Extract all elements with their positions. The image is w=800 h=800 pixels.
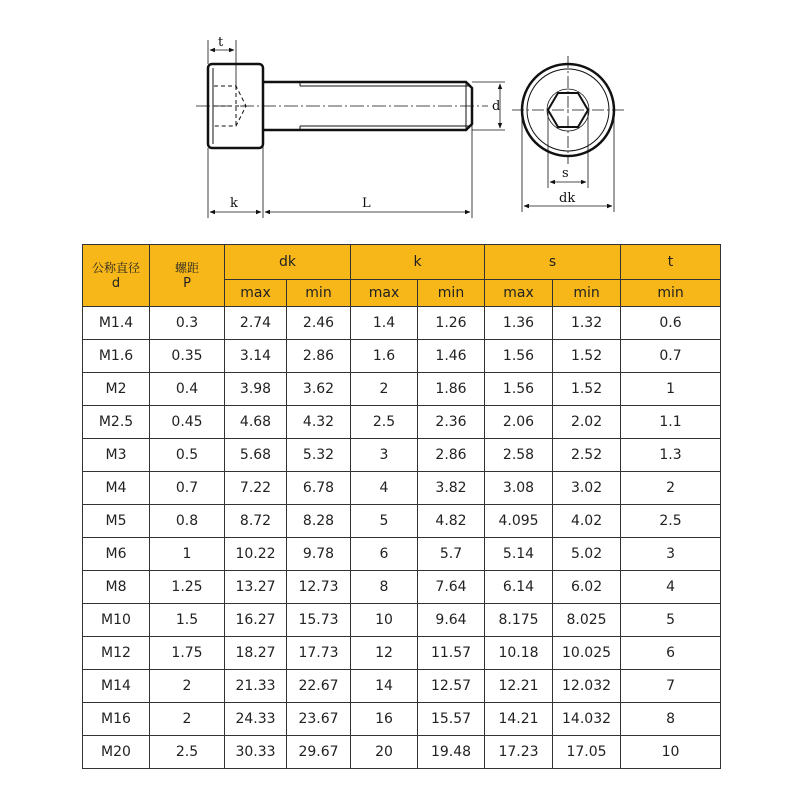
- cell-s-max: 2.58: [485, 439, 553, 472]
- cell-k-max: 1.6: [351, 340, 418, 373]
- cell-dk-max: 18.27: [225, 637, 287, 670]
- header-nominal-cn: 公称直径: [91, 260, 140, 275]
- header-k-min: min: [418, 280, 485, 307]
- cell-pitch: 0.45: [150, 406, 225, 439]
- table-row: [83, 505, 721, 538]
- cell-pitch: 2.5: [150, 736, 225, 769]
- cell-pitch: 0.7: [150, 472, 225, 505]
- cell-dk-min: 3.62: [287, 373, 351, 406]
- cell-s-max: 3.08: [485, 472, 553, 505]
- cell-size: M2.5: [83, 406, 150, 439]
- cell-t-min: 2.5: [621, 505, 721, 538]
- header-k: k: [351, 245, 485, 280]
- specification-table: [82, 244, 721, 769]
- cell-t-min: 1.1: [621, 406, 721, 439]
- cell-size: M10: [83, 604, 150, 637]
- table-row: [83, 307, 721, 340]
- cell-size: M12: [83, 637, 150, 670]
- table-row: [83, 571, 721, 604]
- header-dk: dk: [225, 245, 351, 280]
- table-row: [83, 637, 721, 670]
- cell-size: M8: [83, 571, 150, 604]
- cell-pitch: 1.5: [150, 604, 225, 637]
- cell-size: M5: [83, 505, 150, 538]
- cell-t-min: 2: [621, 472, 721, 505]
- cell-k-min: 12.57: [418, 670, 485, 703]
- cell-pitch: 0.35: [150, 340, 225, 373]
- cell-s-max: 6.14: [485, 571, 553, 604]
- cell-s-min: 4.02: [553, 505, 621, 538]
- cell-pitch: 2: [150, 670, 225, 703]
- cell-k-max: 4: [351, 472, 418, 505]
- cell-dk-max: 10.22: [225, 538, 287, 571]
- cell-s-max: 1.36: [485, 307, 553, 340]
- cell-k-min: 5.7: [418, 538, 485, 571]
- header-pitch-en: P: [183, 275, 191, 291]
- cell-k-max: 12: [351, 637, 418, 670]
- cell-dk-max: 13.27: [225, 571, 287, 604]
- cell-s-max: 17.23: [485, 736, 553, 769]
- cell-dk-min: 9.78: [287, 538, 351, 571]
- header-t: t: [621, 245, 721, 280]
- table-row: [83, 439, 721, 472]
- cell-k-max: 16: [351, 703, 418, 736]
- end-view: [512, 56, 624, 212]
- cell-size: M16: [83, 703, 150, 736]
- cell-k-min: 1.46: [418, 340, 485, 373]
- cell-size: M6: [83, 538, 150, 571]
- table-row: [83, 670, 721, 703]
- cell-s-min: 1.32: [553, 307, 621, 340]
- cell-k-min: 3.82: [418, 472, 485, 505]
- cell-dk-min: 22.67: [287, 670, 351, 703]
- cell-s-max: 14.21: [485, 703, 553, 736]
- cell-s-max: 8.175: [485, 604, 553, 637]
- cell-k-min: 4.82: [418, 505, 485, 538]
- cell-dk-min: 5.32: [287, 439, 351, 472]
- cell-size: M2: [83, 373, 150, 406]
- header-s-max: max: [485, 280, 553, 307]
- cell-dk-max: 3.14: [225, 340, 287, 373]
- cell-k-max: 2.5: [351, 406, 418, 439]
- cell-t-min: 1.3: [621, 439, 721, 472]
- cell-pitch: 1: [150, 538, 225, 571]
- header-s-min: min: [553, 280, 621, 307]
- cell-s-max: 10.18: [485, 637, 553, 670]
- cell-dk-max: 4.68: [225, 406, 287, 439]
- cell-s-max: 1.56: [485, 340, 553, 373]
- header-dk-min: min: [287, 280, 351, 307]
- cell-s-min: 5.02: [553, 538, 621, 571]
- cell-s-min: 2.02: [553, 406, 621, 439]
- label-L: L: [362, 196, 371, 211]
- cell-pitch: 1.75: [150, 637, 225, 670]
- cell-k-max: 20: [351, 736, 418, 769]
- cell-s-max: 5.14: [485, 538, 553, 571]
- cell-k-max: 3: [351, 439, 418, 472]
- cell-s-min: 3.02: [553, 472, 621, 505]
- table-row: [83, 472, 721, 505]
- cell-t-min: 7: [621, 670, 721, 703]
- cell-pitch: 0.4: [150, 373, 225, 406]
- cell-s-max: 12.21: [485, 670, 553, 703]
- cell-dk-max: 24.33: [225, 703, 287, 736]
- cell-dk-min: 29.67: [287, 736, 351, 769]
- cell-k-min: 1.26: [418, 307, 485, 340]
- cell-k-min: 11.57: [418, 637, 485, 670]
- cell-s-min: 12.032: [553, 670, 621, 703]
- header-nominal-en: d: [111, 275, 121, 291]
- cell-k-max: 14: [351, 670, 418, 703]
- label-k: k: [230, 196, 238, 211]
- cell-k-max: 6: [351, 538, 418, 571]
- cell-k-min: 2.36: [418, 406, 485, 439]
- table-row: [83, 406, 721, 439]
- cell-size: M1.4: [83, 307, 150, 340]
- cell-dk-min: 17.73: [287, 637, 351, 670]
- table-row: [83, 340, 721, 373]
- cell-s-max: 2.06: [485, 406, 553, 439]
- cell-dk-min: 8.28: [287, 505, 351, 538]
- cell-k-min: 7.64: [418, 571, 485, 604]
- cell-size: M3: [83, 439, 150, 472]
- cell-dk-max: 2.74: [225, 307, 287, 340]
- cell-pitch: 0.5: [150, 439, 225, 472]
- cell-t-min: 5: [621, 604, 721, 637]
- cell-dk-max: 30.33: [225, 736, 287, 769]
- cell-size: M20: [83, 736, 150, 769]
- cell-k-max: 5: [351, 505, 418, 538]
- header-pitch: [150, 245, 225, 307]
- header-nominal-diameter: [83, 245, 150, 307]
- cell-s-min: 6.02: [553, 571, 621, 604]
- cell-s-max: 1.56: [485, 373, 553, 406]
- cell-dk-min: 2.86: [287, 340, 351, 373]
- cell-t-min: 3: [621, 538, 721, 571]
- cell-pitch: 1.25: [150, 571, 225, 604]
- cell-k-max: 2: [351, 373, 418, 406]
- cell-s-max: 4.095: [485, 505, 553, 538]
- cell-dk-min: 12.73: [287, 571, 351, 604]
- cell-dk-max: 8.72: [225, 505, 287, 538]
- cell-dk-max: 21.33: [225, 670, 287, 703]
- table-row: [83, 736, 721, 769]
- label-dk: dk: [559, 191, 576, 206]
- cell-s-min: 1.52: [553, 373, 621, 406]
- table-row: [83, 373, 721, 406]
- cell-dk-max: 5.68: [225, 439, 287, 472]
- cell-s-min: 17.05: [553, 736, 621, 769]
- header-s: s: [485, 245, 621, 280]
- header-row-1: [83, 245, 721, 280]
- side-view: [196, 40, 505, 218]
- cell-t-min: 0.7: [621, 340, 721, 373]
- cell-s-min: 2.52: [553, 439, 621, 472]
- cell-s-min: 1.52: [553, 340, 621, 373]
- screw-technical-drawing: [0, 0, 800, 230]
- cell-pitch: 0.8: [150, 505, 225, 538]
- cell-k-max: 10: [351, 604, 418, 637]
- cell-k-min: 19.48: [418, 736, 485, 769]
- table-row: [83, 538, 721, 571]
- cell-k-min: 9.64: [418, 604, 485, 637]
- cell-t-min: 10: [621, 736, 721, 769]
- cell-k-max: 1.4: [351, 307, 418, 340]
- cell-pitch: 2: [150, 703, 225, 736]
- header-t-min: min: [621, 280, 721, 307]
- cell-k-min: 2.86: [418, 439, 485, 472]
- table-row: [83, 604, 721, 637]
- label-d: d: [492, 99, 501, 114]
- label-t: t: [218, 35, 224, 50]
- cell-s-min: 14.032: [553, 703, 621, 736]
- cell-dk-min: 4.32: [287, 406, 351, 439]
- cell-dk-min: 2.46: [287, 307, 351, 340]
- cell-size: M4: [83, 472, 150, 505]
- table-row: [83, 703, 721, 736]
- cell-s-min: 8.025: [553, 604, 621, 637]
- cell-dk-max: 16.27: [225, 604, 287, 637]
- cell-t-min: 6: [621, 637, 721, 670]
- cell-k-min: 15.57: [418, 703, 485, 736]
- cell-k-min: 1.86: [418, 373, 485, 406]
- cell-dk-max: 3.98: [225, 373, 287, 406]
- cell-k-max: 8: [351, 571, 418, 604]
- cell-t-min: 4: [621, 571, 721, 604]
- cell-size: M14: [83, 670, 150, 703]
- label-s: s: [562, 166, 569, 181]
- header-pitch-cn: 螺距: [174, 260, 199, 275]
- header-k-max: max: [351, 280, 418, 307]
- cell-dk-max: 7.22: [225, 472, 287, 505]
- cell-t-min: 0.6: [621, 307, 721, 340]
- cell-t-min: 1: [621, 373, 721, 406]
- cell-size: M1.6: [83, 340, 150, 373]
- header-dk-max: max: [225, 280, 287, 307]
- cell-s-min: 10.025: [553, 637, 621, 670]
- cell-dk-min: 15.73: [287, 604, 351, 637]
- cell-t-min: 8: [621, 703, 721, 736]
- cell-dk-min: 23.67: [287, 703, 351, 736]
- cell-dk-min: 6.78: [287, 472, 351, 505]
- cell-pitch: 0.3: [150, 307, 225, 340]
